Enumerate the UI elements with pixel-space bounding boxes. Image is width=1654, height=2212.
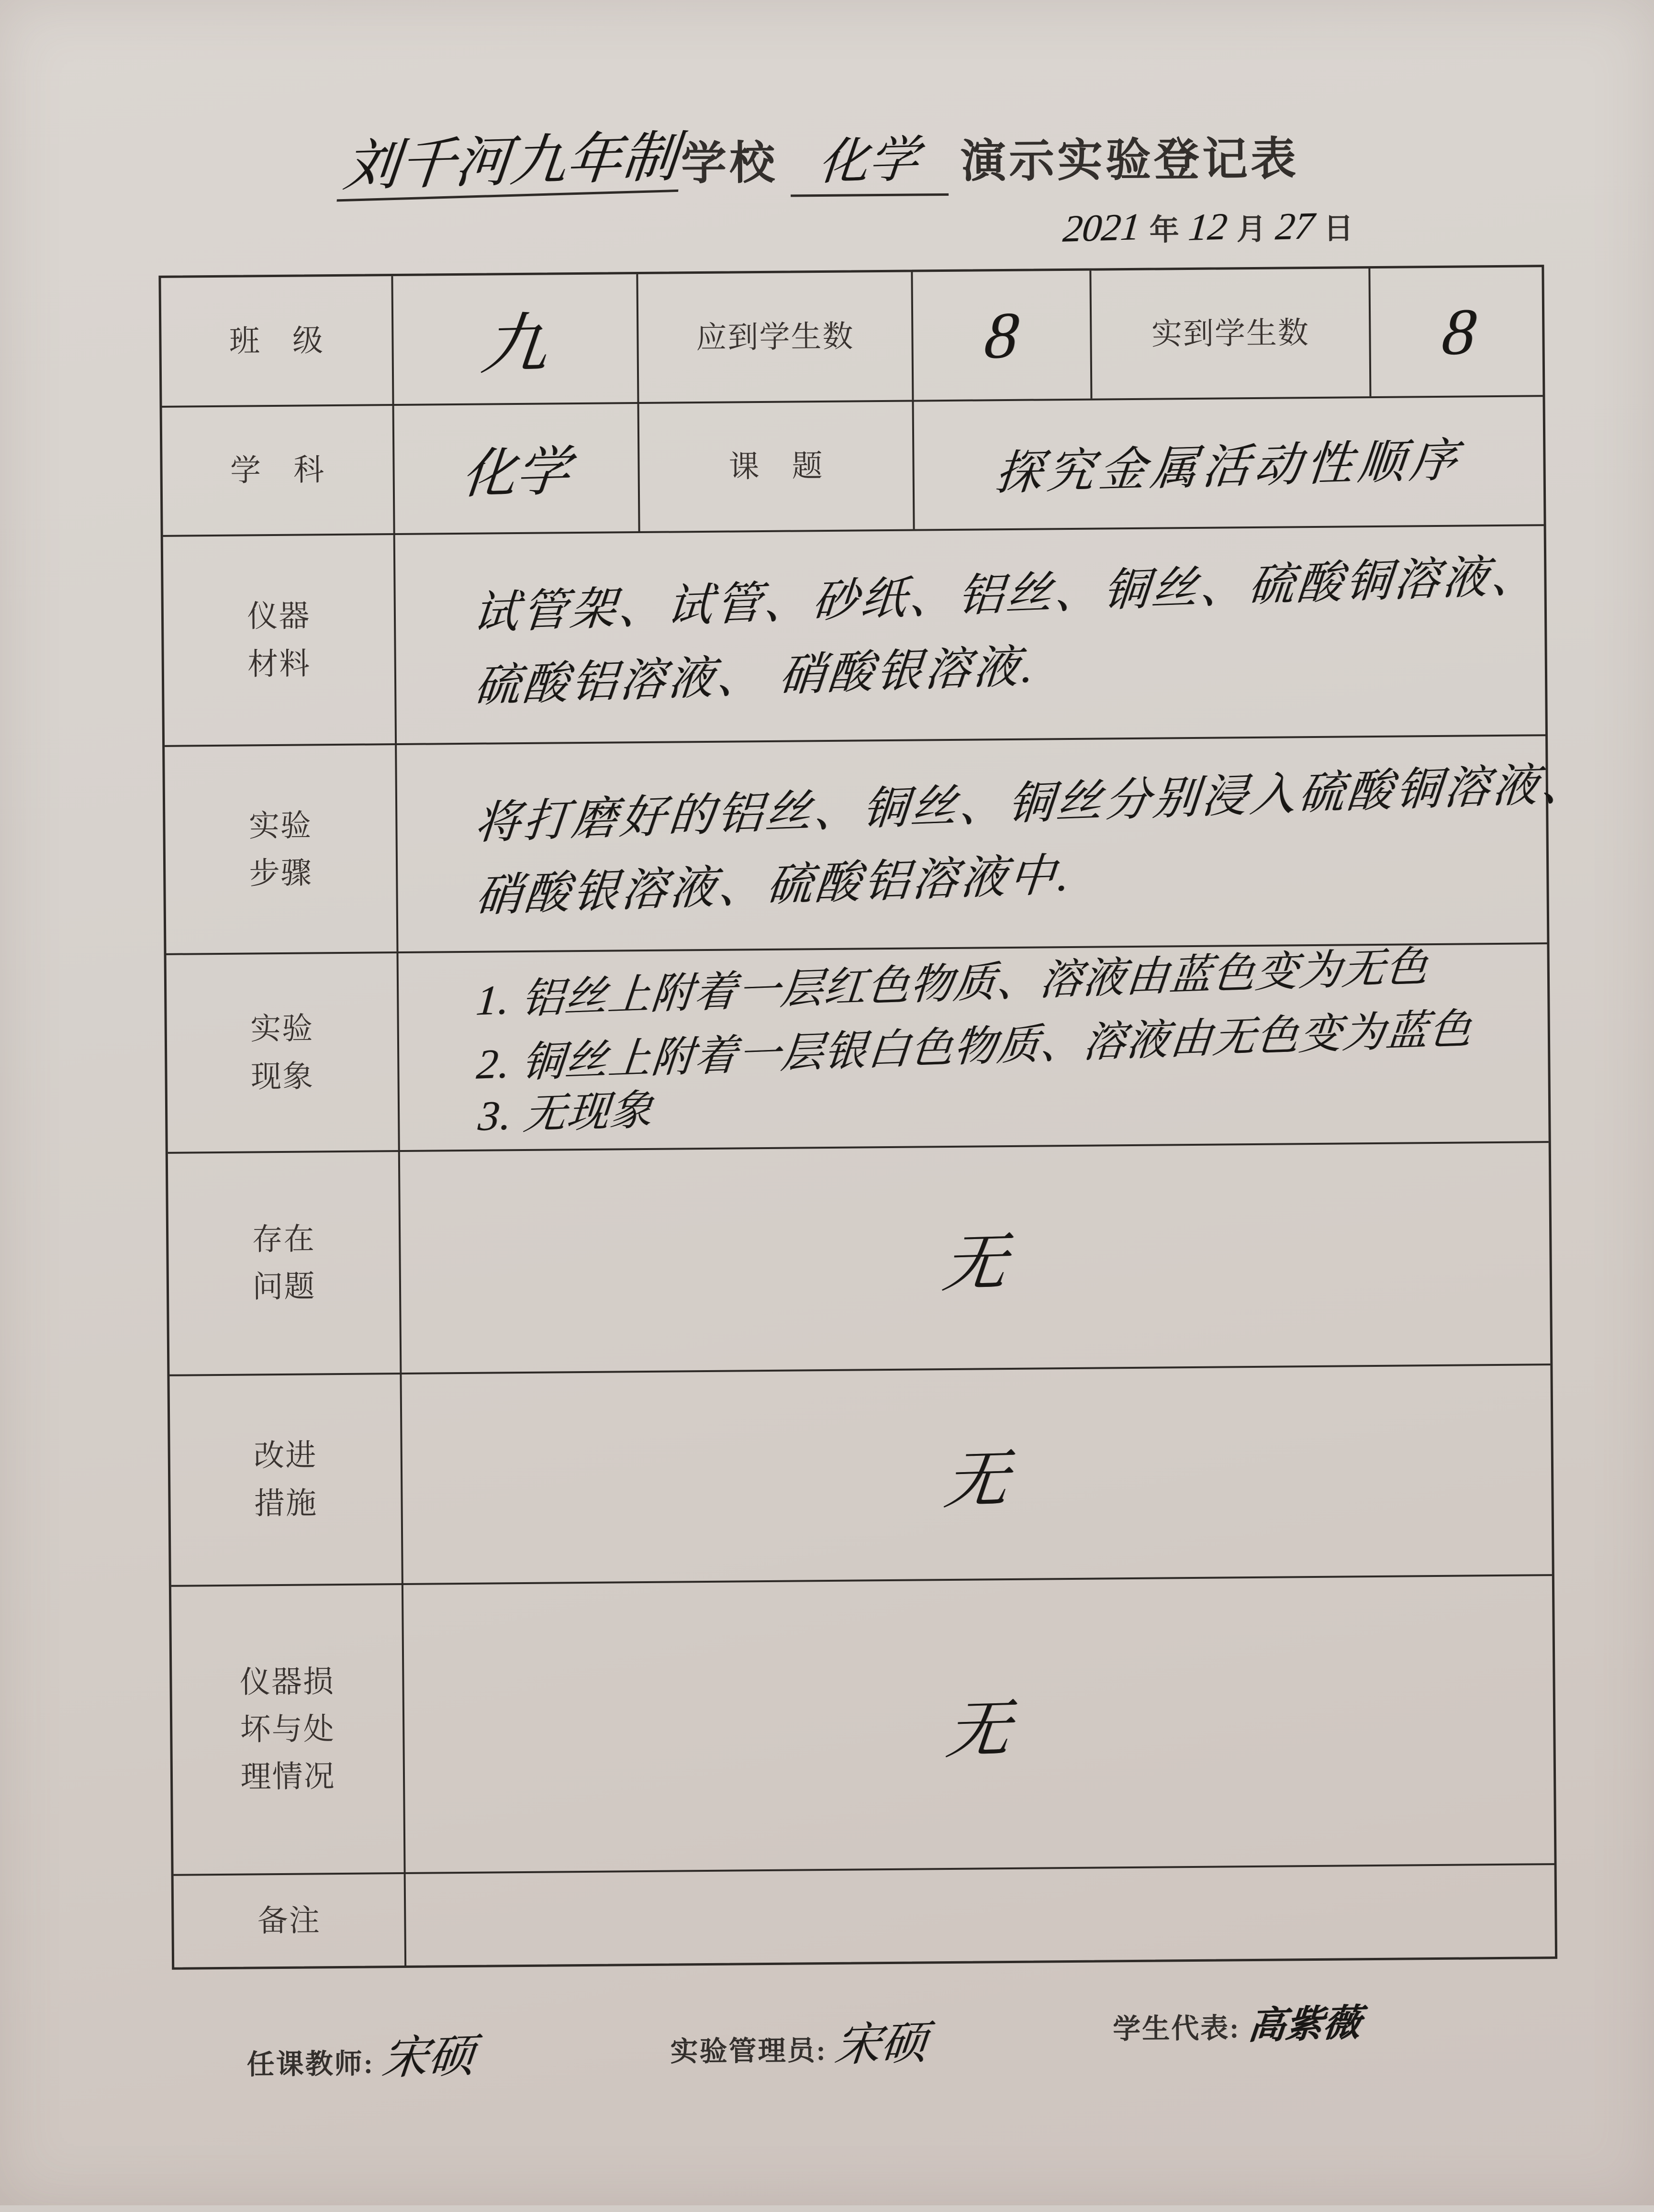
- student-signature-group: [1113, 1994, 1361, 2049]
- phenomena-content-line: 3. 无现象: [476, 1087, 655, 1140]
- date-line: [1060, 203, 1491, 250]
- phenomena-content-line: 1. 铝丝上附着一层红色物质、溶液由蓝色变为无色: [474, 943, 1431, 1025]
- phenomena-label-line: 现象: [250, 1059, 314, 1094]
- steps-label-cell: [165, 745, 398, 953]
- date-day-value: 27: [1274, 205, 1316, 248]
- registration-table: [158, 265, 1592, 1970]
- damage-label-line: 理情况: [240, 1759, 335, 1795]
- table-row-equipment: [163, 526, 1545, 747]
- student-name-handwritten: 高紫薇: [1246, 2001, 1363, 2047]
- date-month-value: 12: [1186, 205, 1229, 249]
- damage-content-none: 无: [943, 1694, 1014, 1766]
- problems-content-cell: [400, 1143, 1551, 1373]
- subject-label-cell: [162, 406, 395, 535]
- damage-label-cell: [171, 1585, 406, 1874]
- teacher-label: 任课教师:: [246, 2048, 375, 2080]
- teacher-signature-group: [246, 2020, 475, 2088]
- date-month-unit: 月: [1236, 213, 1266, 246]
- phenomena-label-cell: [167, 953, 400, 1152]
- steps-label-line: 步骤: [249, 856, 313, 891]
- improvements-label-line: 改进: [253, 1438, 317, 1473]
- damage-label-line: 坏与处: [240, 1712, 335, 1747]
- signature-footer: [7, 1991, 1654, 2084]
- remarks-label-cell: [174, 1874, 406, 1967]
- remarks-content-cell: [406, 1865, 1555, 1966]
- date-year-value: 2021: [1061, 206, 1142, 250]
- equipment-label-line: 仪器: [247, 599, 311, 634]
- subject-blank-handwritten: 化学: [816, 132, 921, 190]
- actual-students-value-handwritten: 8: [1439, 294, 1479, 369]
- class-value-cell: [393, 274, 639, 404]
- student-label: 学生代表:: [1112, 2012, 1240, 2045]
- expected-students-value-handwritten: 8: [982, 298, 1022, 373]
- date-day-unit: 日: [1323, 212, 1354, 246]
- topic-value-cell: [914, 397, 1544, 529]
- table-row-class: [161, 267, 1542, 407]
- problems-content-none: 无: [939, 1228, 1010, 1300]
- improvements-label-line: 措施: [254, 1486, 318, 1521]
- manager-name-handwritten: 宋硕: [832, 2017, 930, 2071]
- equipment-label-line: 材料: [247, 646, 311, 681]
- subject-label: 学 科: [230, 453, 325, 488]
- problems-label-line: 存在: [252, 1222, 315, 1257]
- subject-value-cell: [394, 404, 640, 533]
- table-row-improvements: [169, 1365, 1552, 1586]
- steps-content-line: 将打磨好的铝丝、铜丝、铜丝分别浸入硫酸铜溶液、: [472, 758, 1592, 849]
- remarks-label-line: 备注: [257, 1903, 321, 1938]
- expected-students-label: 应到学生数: [696, 319, 854, 355]
- phenomena-label-line: 实验: [250, 1011, 314, 1046]
- improvements-label-cell: [169, 1374, 403, 1585]
- form-title: 演示实验登记表: [960, 134, 1299, 187]
- table-row-remarks: [174, 1865, 1555, 1967]
- expected-students-value-cell: [913, 271, 1092, 400]
- table-row-steps: [165, 737, 1592, 955]
- class-value-handwritten: 九: [478, 307, 551, 383]
- improvements-content-cell: [402, 1365, 1552, 1583]
- problems-label-cell: [168, 1152, 402, 1374]
- subject-value-handwritten: 化学: [459, 442, 572, 505]
- phenomena-content-line: 2. 铜丝上附着一层银白色物质、溶液由无色变为蓝色: [475, 1006, 1475, 1088]
- equipment-label-cell: [163, 535, 397, 746]
- subject-blank-underline: [790, 120, 948, 197]
- improvements-content-none: 无: [941, 1444, 1011, 1517]
- equipment-content-cell: [395, 526, 1558, 744]
- problems-label-line: 问题: [252, 1269, 316, 1304]
- actual-students-value-cell: [1370, 267, 1547, 396]
- form-header: [0, 114, 1647, 203]
- topic-label: 课 题: [728, 449, 824, 484]
- expected-students-label-cell: [638, 272, 914, 402]
- damage-label-line: 仪器损: [239, 1665, 335, 1699]
- table-row-problems: [168, 1143, 1551, 1376]
- table-row-phenomena: [167, 944, 1549, 1154]
- phenomena-content-cell: [399, 944, 1549, 1150]
- school-word: 学校: [681, 137, 778, 190]
- actual-students-label-cell: [1091, 268, 1371, 398]
- topic-label-cell: [639, 402, 915, 531]
- damage-content-cell: [403, 1576, 1554, 1872]
- manager-label: 实验管理员:: [670, 2035, 827, 2067]
- class-label: 班 级: [229, 324, 324, 358]
- equipment-content-line: 试管架、试管、砂纸、铝丝、铜丝、硫酸铜溶液、: [470, 550, 1542, 639]
- steps-content-line: 硝酸银溶液、硫酸铝溶液中.: [474, 849, 1074, 921]
- date-year-unit: 年: [1149, 214, 1179, 247]
- steps-label-line: 实验: [248, 808, 313, 843]
- topic-value-handwritten: 探究金属活动性顺序: [993, 435, 1464, 500]
- manager-signature-group: [670, 2007, 928, 2074]
- table-row-subject: [162, 397, 1544, 536]
- teacher-name-handwritten: 宋硕: [380, 2030, 477, 2084]
- equipment-content-line: 硫酸铝溶液、 硝酸银溶液.: [472, 640, 1039, 712]
- actual-students-label: 实到学生数: [1151, 315, 1310, 351]
- table-row-damage: [171, 1576, 1554, 1876]
- class-label-cell: [161, 276, 394, 406]
- steps-content-cell: [397, 736, 1608, 952]
- school-name-handwritten: 刘千河九年制: [337, 127, 684, 201]
